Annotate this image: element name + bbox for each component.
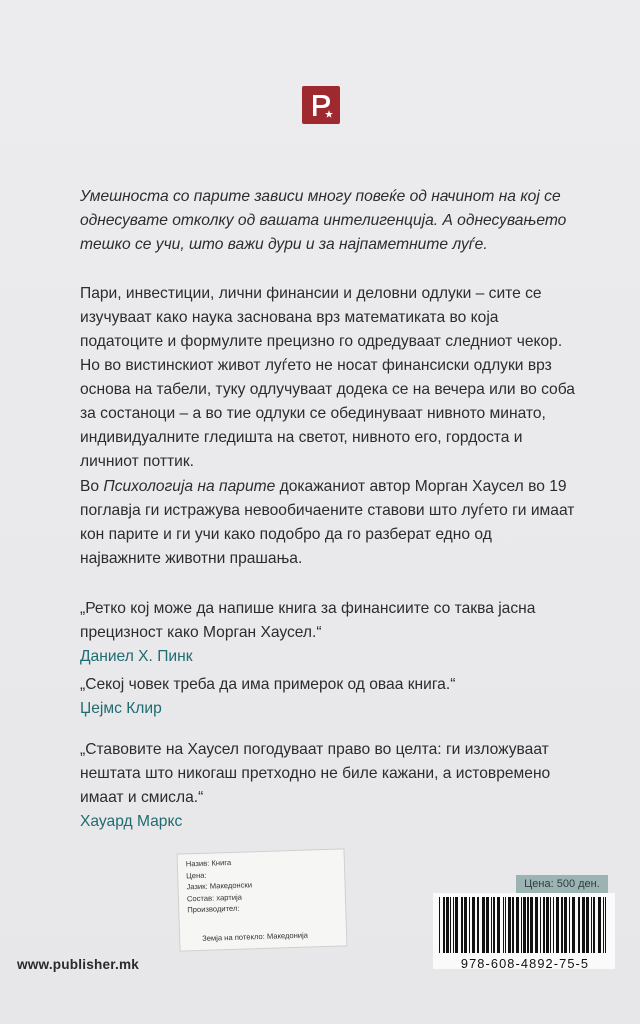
barcode-bar [605,897,606,953]
publisher-p-star-logo-icon [302,86,340,124]
quote-author: Даниел Х. Пинк [80,648,193,665]
sticker-row: Производител: [187,903,240,915]
paragraph-line: најважните животни прашања. [80,550,303,567]
sticker-row: Состав: хартија [186,892,243,903]
paragraph-line: изучуваат како наука заснована врз математиката во која [80,309,499,326]
barcode-bar [564,897,567,953]
intro-line: Умешноста со парите зависи многу повеќе од начинот на кој се [80,188,561,205]
barcode-bar [477,897,479,953]
quote-line: „Секој човек треба да има примерок од оваа книга.“ [80,676,456,693]
barcode-bar [461,897,463,953]
description-paragraph-2 [80,475,580,571]
barcode-bar [523,897,526,953]
isbn-number: 978-608-4892-75-5 [460,956,590,971]
paragraph-line: податоците и формулите прецизно го одредуваат следниот чекор. [80,333,563,350]
line-suffix: докажаниот автор Морган Хаусел во 19 [275,478,567,495]
barcode-bar [569,897,570,953]
quote-line: „Ставовите на Хаусел погодуваат право во целта: ги изложуваат [80,741,549,758]
sticker-row: Цена: [186,870,207,880]
quote-line: „Ретко кој може да напише книга за финансиите со таква јасна [80,600,536,617]
quote-line: нештата што никогаш претходно не биле кажани, а истовремено [80,765,551,782]
publisher-website: www.publisher.mk [17,957,140,972]
barcode-bar [543,897,545,953]
quote-author: Хауард Маркс [80,813,183,830]
barcode-bars [433,893,615,955]
price-sticker: Цена: 500 ден. [516,875,608,893]
paragraph-line: Но во вистинскиот живот луѓето не носат финансиски одлуки врз [80,357,552,374]
paragraph-line: поглавја ги истражува невообичаените ставови што луѓето ги имаат [80,502,575,519]
barcode-bar [572,897,575,953]
sticker-row: Јазик: Македонски [186,880,253,892]
barcode-bar [598,897,601,953]
sticker-row: Назив: Книга [185,857,232,869]
barcode-bar [493,897,495,953]
intro-line: однесувате отколку од вашата интелигенција. А однесувањето [80,212,567,229]
barcode-bar [453,897,454,953]
quote-line: имаат и смисла.“ [80,789,204,806]
barcode-bar [603,897,604,953]
paragraph-line: Пари, инвестиции, лични финансии и деловни одлуки – сите се [80,285,542,302]
book-title: Психологија на парите [103,478,276,495]
barcode-bar [540,897,541,953]
paragraph-line: кон парите и ги учи како подобро да го разберат едно од [80,526,492,543]
intro-line: тешко се учи, што важи дури и за најпаметните луѓе. [80,236,488,253]
barcode-bar [439,897,440,953]
description-paragraph-1 [80,282,580,474]
paragraph-line: основа на табели, туку одлучуваат додека се на вечера или во соба [80,381,575,398]
barcode-bar [450,897,451,953]
barcode-bar [527,897,529,953]
quote-author: Џејмс Клир [80,700,162,717]
barcode-bar [550,897,551,953]
barcode-bar [546,897,549,953]
barcode-bar [472,897,475,953]
barcode-bar [486,897,489,953]
barcode-bar [482,897,485,953]
sticker-origin: Земја на потекло: Македонија [202,930,309,943]
paragraph-line: личниот поттик. [80,453,194,470]
barcode-bar [593,897,595,953]
barcode-bar [530,897,533,953]
barcode-bar [553,897,554,953]
review-quote-3 [80,738,580,834]
product-info-sticker [177,848,348,951]
barcode-bar [491,897,492,953]
barcode-bar [443,897,445,953]
barcode-bar [512,897,514,953]
barcode-bar [556,897,559,953]
barcode-bar [446,897,449,953]
paragraph-line: индивидуалните гледишта на светот, нивното его, гордоста и [80,429,523,446]
barcode-bar [464,897,467,953]
review-quote-1 [80,597,580,669]
review-quote-2 [80,673,580,721]
intro-italic-text [80,185,580,257]
barcode-bar [535,897,538,953]
publisher-logo-icon [302,86,340,124]
barcode-bar [497,897,500,953]
line-prefix: Во [80,478,104,495]
paragraph-line: за состаноци – а во тие одлуки се обединуваат нивното минато, [80,405,546,422]
barcode-bar [561,897,563,953]
paragraph-line [80,475,580,499]
barcode-bar [505,897,506,953]
barcode-bar [591,897,592,953]
barcode-bar [582,897,585,953]
barcode-bar [578,897,580,953]
barcode-bar [521,897,522,953]
barcode-bar [586,897,589,953]
barcode-bar [455,897,458,953]
barcode-bar [508,897,511,953]
barcode-bar [516,897,519,953]
quote-line: прецизност како Морган Хаусел.“ [80,624,322,641]
barcode-bar [503,897,504,953]
barcode-bar [469,897,470,953]
